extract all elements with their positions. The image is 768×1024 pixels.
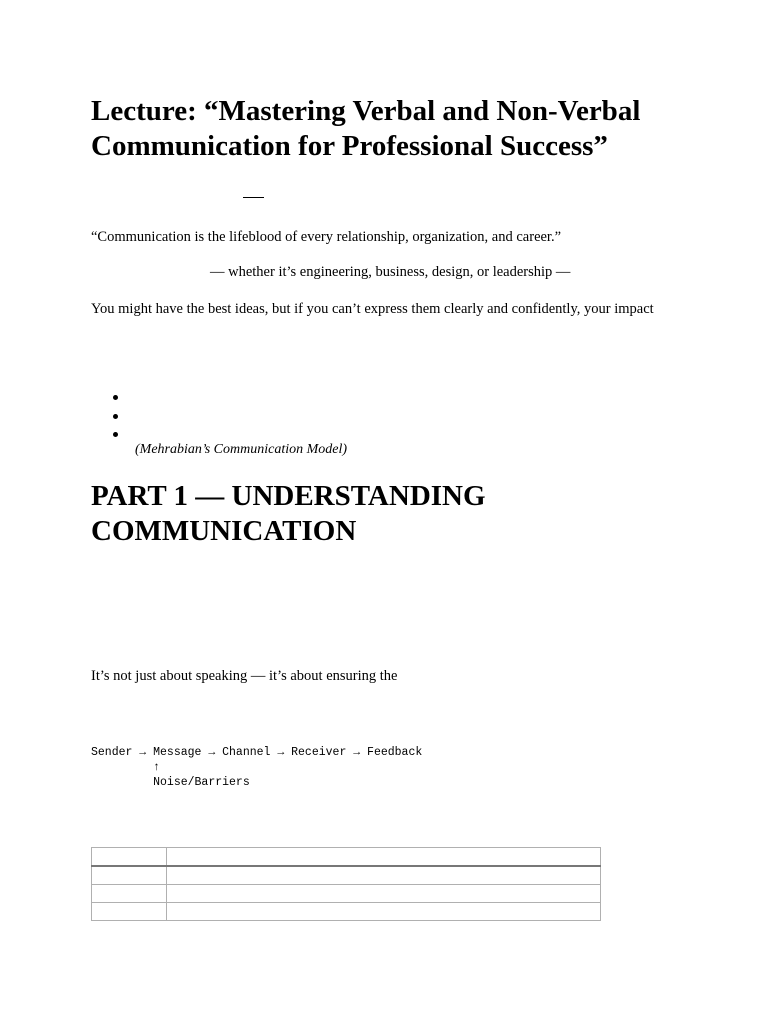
diagram-line-1: Sender → Message → Channel → Receiver → Feedback [91,746,423,759]
table-cell [167,866,601,885]
opening-quote: “Communication is the lifeblood of every relationship, organization, and career.” [91,229,562,245]
table-header-cell [92,848,167,867]
speaking-paragraph: It’s not just about speaking — it’s about ensuring the [91,668,398,684]
table-cell [92,866,167,885]
table-cell [92,885,167,903]
communication-flow-diagram [91,745,422,790]
impact-paragraph: You might have the best ideas, but if you can’t express them clearly and confidently, your impact [91,301,654,317]
content-table [91,847,601,921]
part-1-heading: PART 1 — UNDERSTANDING COMMUNICATION [91,480,486,547]
title-divider [243,197,264,198]
table-header-cell [167,848,601,867]
table-cell [92,903,167,921]
diagram-line-3: Noise/Barriers [91,776,250,789]
table-cell [167,903,601,921]
table-row [92,866,601,885]
fields-line: — whether it’s engineering, business, design, or leadership — [210,264,571,280]
lecture-title: Lecture: “Mastering Verbal and Non-Verbal Communication for Professional Success” [91,95,641,162]
table-cell [167,885,601,903]
table-header-row [92,848,601,867]
table-row [92,885,601,903]
diagram-line-2: ↑ [91,761,161,774]
table-row [92,903,601,921]
model-caption: (Mehrabian’s Communication Model) [135,442,348,457]
